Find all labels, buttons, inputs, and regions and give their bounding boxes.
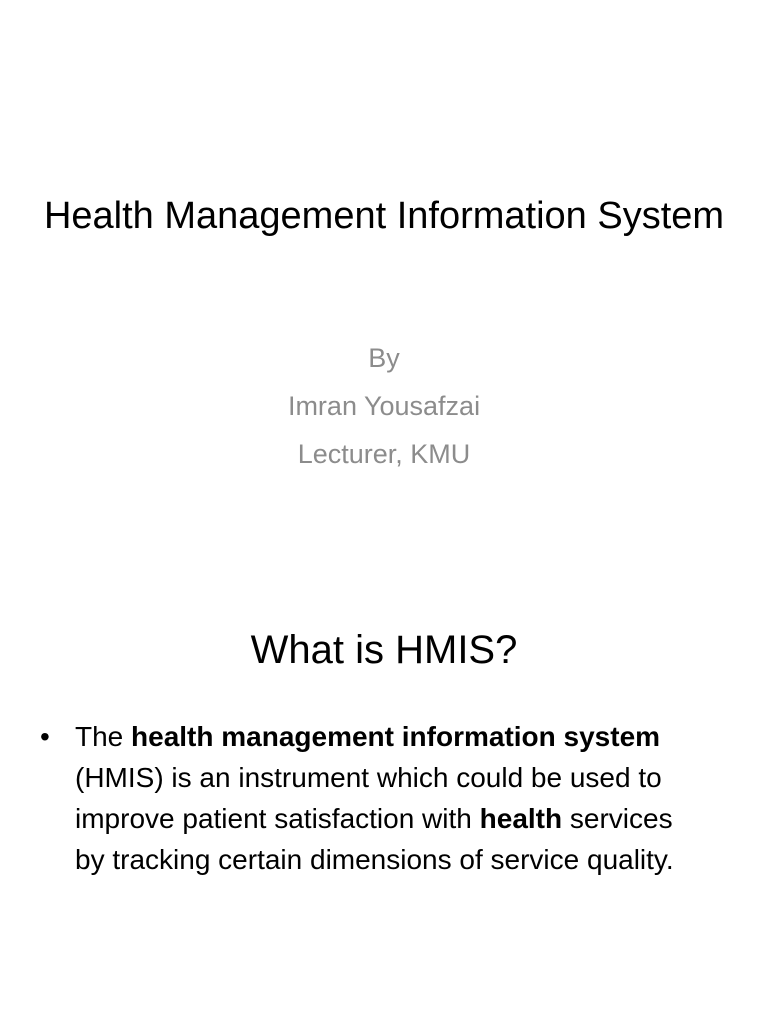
bullet-text-part3: services by tracking certain dimensions of service quality. bbox=[75, 803, 674, 875]
bullet-list bbox=[40, 716, 700, 880]
presentation-title: Health Management Information System bbox=[43, 195, 725, 237]
subtitle-by: By bbox=[368, 343, 400, 373]
content-slide bbox=[0, 576, 768, 1024]
bullet-text-part2: (HMIS) is an instrument which could be used to improve patient satisfaction with bbox=[75, 762, 662, 834]
presentation-subtitle bbox=[84, 334, 684, 478]
bullet-text-part1: The bbox=[75, 721, 132, 752]
bullet-text-bold1: health management information system bbox=[131, 721, 661, 752]
bullet-item bbox=[40, 716, 700, 880]
author-name: Imran Yousafzai bbox=[287, 391, 481, 421]
bullet-mark: • bbox=[40, 721, 50, 752]
content-slide-title: What is HMIS? bbox=[250, 628, 518, 672]
author-affiliation: Lecturer, KMU bbox=[297, 439, 471, 469]
bullet-text-bold2: health bbox=[479, 803, 563, 834]
